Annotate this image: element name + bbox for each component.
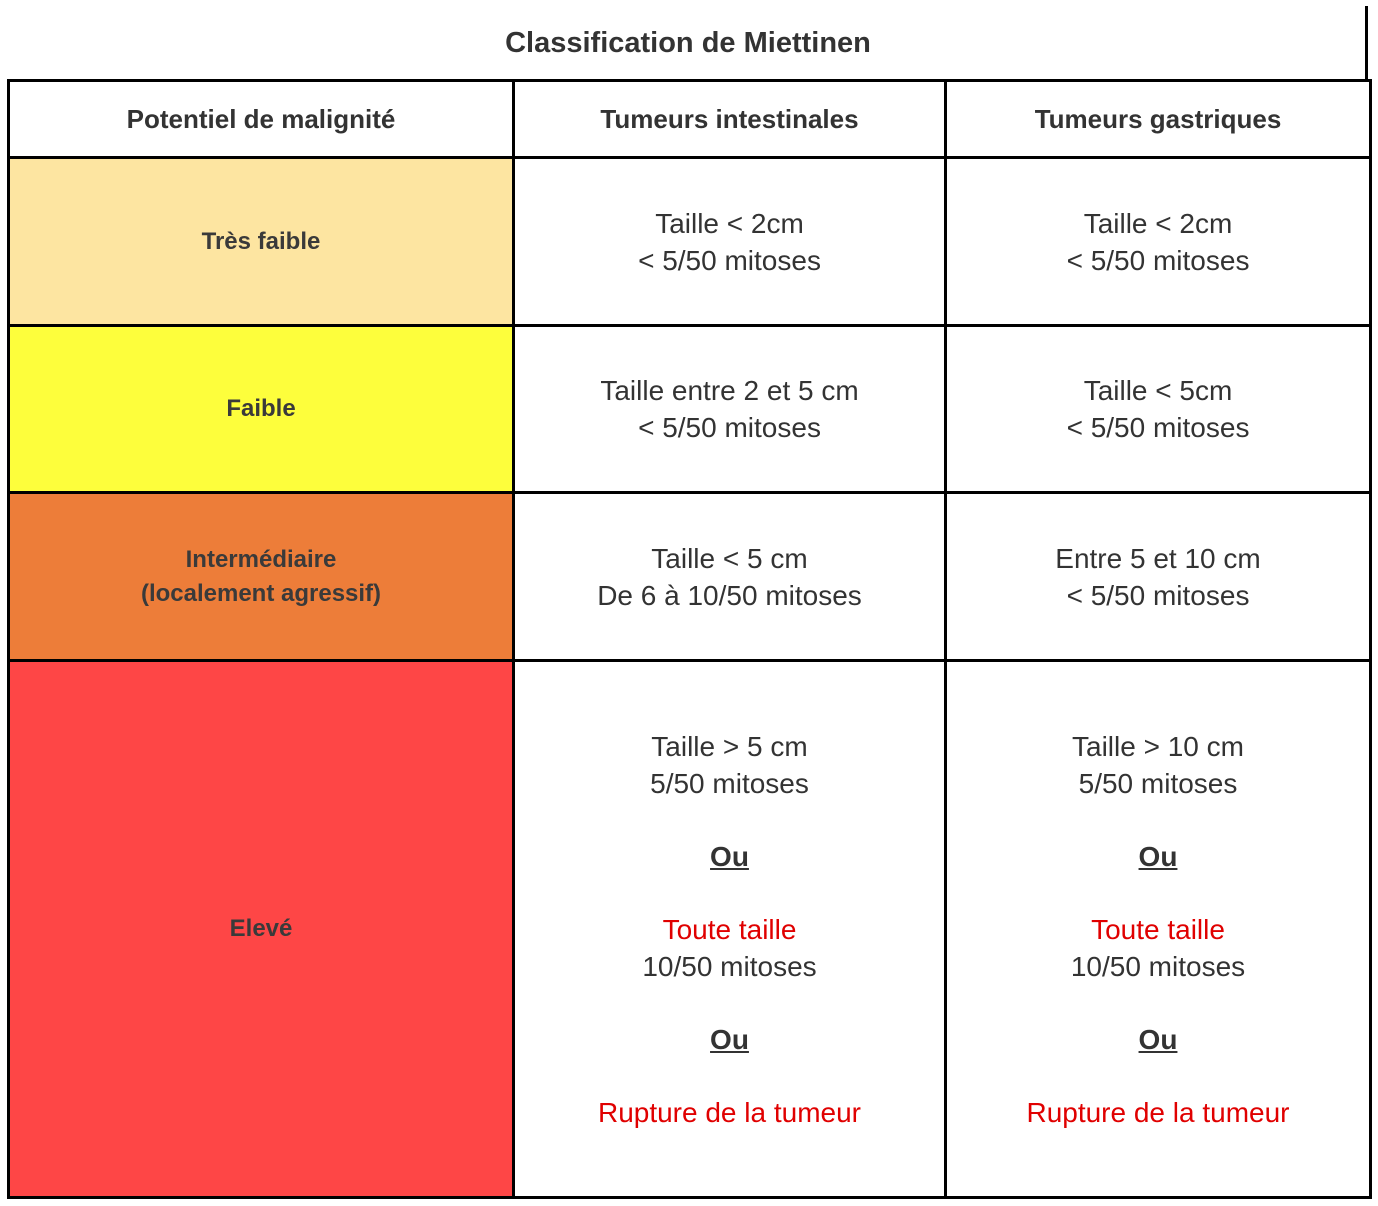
criterion-size: Taille entre 2 et 5 cm — [600, 375, 859, 406]
intestinal-intermediate — [514, 493, 946, 661]
gastric-very-low — [946, 158, 1371, 326]
criterion-any-size: Toute taille — [662, 913, 797, 945]
criterion-rupture: Rupture de la tumeur — [1026, 1096, 1290, 1128]
criterion-mitoses: 5/50 mitoses — [650, 767, 809, 799]
criterion-mitoses: < 5/50 mitoses — [638, 244, 821, 276]
or-label: Ou — [710, 840, 749, 872]
gastric-low — [946, 326, 1371, 493]
criterion-size: Taille > 10 cm — [1072, 730, 1244, 762]
level-label: Faible — [226, 395, 296, 422]
criterion-size: Taille < 2cm — [655, 207, 804, 239]
row-intermediate — [9, 493, 1371, 661]
row-high — [9, 661, 1371, 1198]
header-intestinal: Tumeurs intestinales — [514, 81, 946, 158]
criterion-size: Taille < 5 cm — [651, 542, 808, 574]
or-label: Ou — [1138, 1023, 1178, 1055]
criterion-mitoses: < 5/50 mitoses — [638, 412, 821, 443]
level-label: Intermédiaire — [185, 545, 337, 573]
level-high — [9, 661, 514, 1198]
row-low — [9, 326, 1371, 493]
intestinal-low — [514, 326, 946, 493]
level-sublabel: (localement agressif) — [140, 579, 382, 607]
page-title: Classification de Miettinen — [505, 27, 871, 59]
criterion-mitoses: De 6 à 10/50 mitoses — [597, 579, 862, 611]
criterion-mitoses: 10/50 mitoses — [1070, 950, 1246, 982]
title-border-line — [1365, 6, 1368, 82]
or-label: Ou — [1138, 840, 1178, 872]
criterion-mitoses: < 5/50 mitoses — [1066, 412, 1250, 443]
header-gastric: Tumeurs gastriques — [946, 81, 1371, 158]
level-label: Elevé — [229, 915, 293, 942]
criterion-mitoses: < 5/50 mitoses — [1066, 579, 1250, 611]
header-level: Potentiel de malignité — [9, 81, 514, 158]
level-low — [9, 326, 514, 493]
level-label: Très faible — [201, 227, 321, 255]
intestinal-high — [514, 661, 946, 1198]
row-very-low — [9, 158, 1371, 326]
criterion-size: Entre 5 et 10 cm — [1055, 542, 1261, 574]
criterion-size: Taille < 2cm — [1083, 207, 1233, 239]
gastric-intermediate — [946, 493, 1371, 661]
classification-table — [7, 79, 1372, 1199]
gastric-high — [946, 661, 1371, 1198]
level-very-low — [9, 158, 514, 326]
criterion-rupture: Rupture de la tumeur — [597, 1096, 862, 1128]
level-intermediate — [9, 493, 514, 661]
header-row — [9, 81, 1371, 158]
or-label: Ou — [710, 1023, 749, 1055]
criterion-any-size: Toute taille — [1091, 913, 1225, 945]
criterion-mitoses: 10/50 mitoses — [642, 950, 817, 982]
intestinal-very-low — [514, 158, 946, 326]
criterion-mitoses: 5/50 mitoses — [1078, 767, 1238, 799]
criterion-size: Taille < 5cm — [1083, 375, 1233, 406]
criterion-size: Taille > 5 cm — [651, 730, 808, 762]
criterion-mitoses: < 5/50 mitoses — [1066, 244, 1250, 276]
